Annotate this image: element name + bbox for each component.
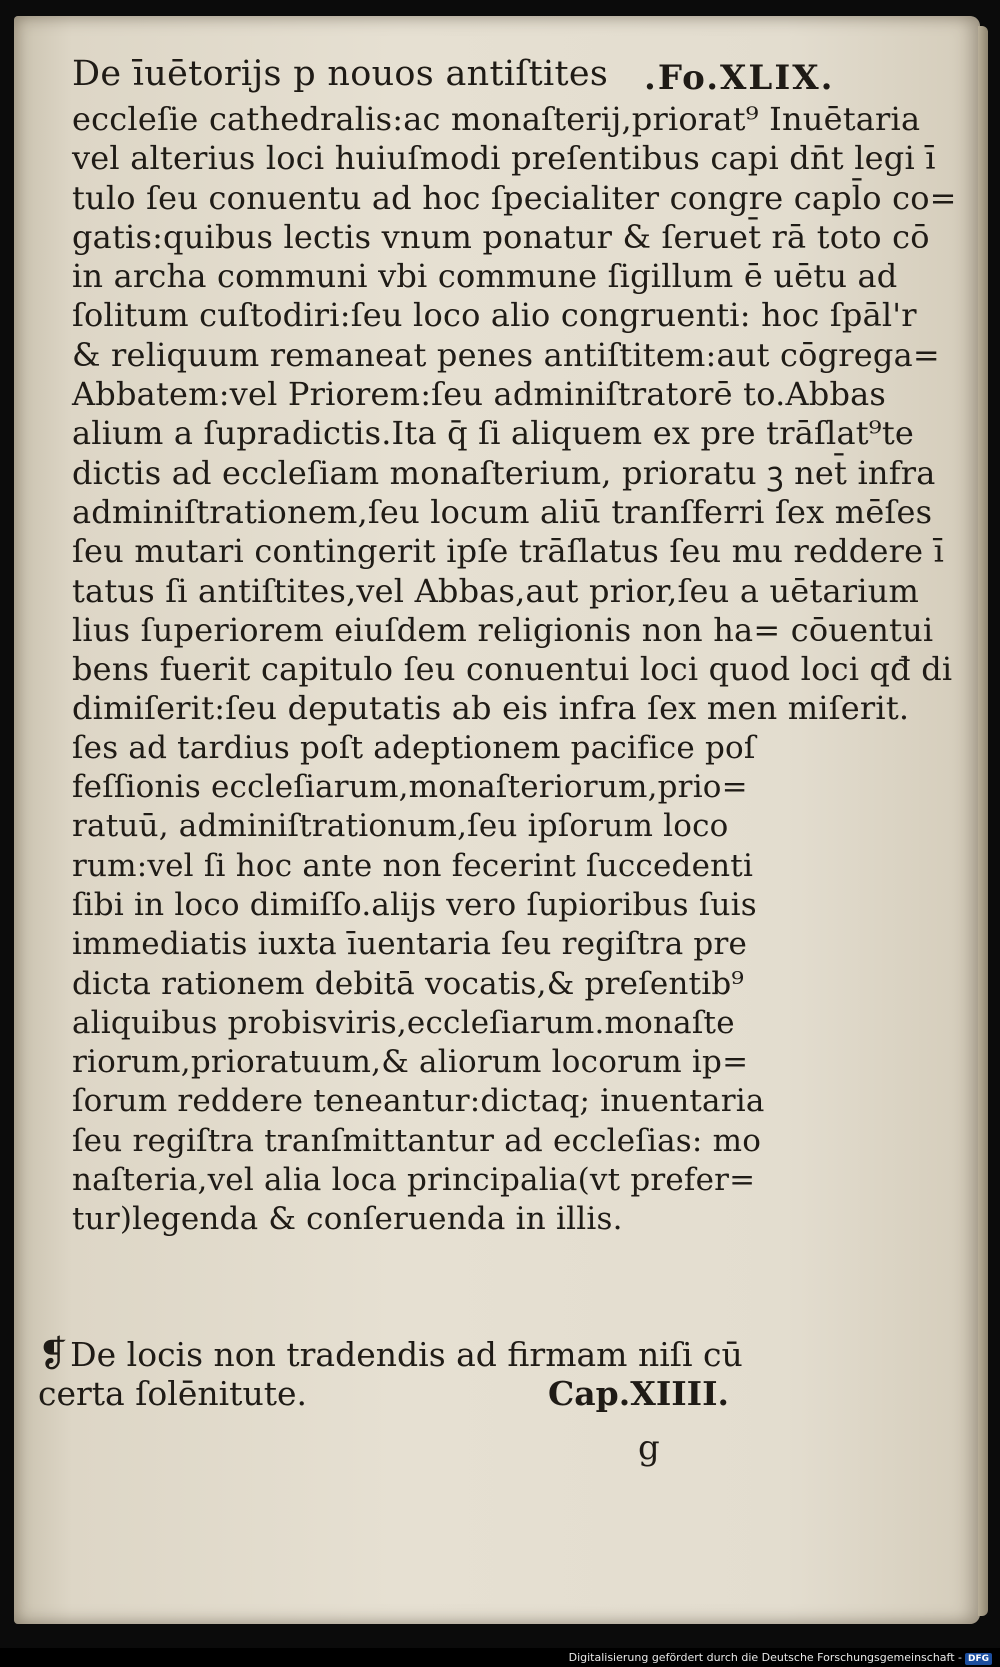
folio-number: .Fo.XLIX.	[644, 58, 835, 98]
text-line: ſorum reddere teneantur:dictaq; inuentaria	[72, 1083, 765, 1120]
text-line: lius ſuperiorem eiuſdem religionis non ha= cōuentui	[72, 610, 934, 649]
text-line: tur)legenda & conſeruenda in illis.	[72, 1201, 623, 1238]
text-line: ſolitum cuſtodiri:ſeu loco alio congruenti: hoc ſpāl'r	[72, 296, 917, 335]
body-text	[72, 100, 972, 1240]
text-line: ſeu regiſtra tranſmittantur ad eccleſias: mo	[72, 1122, 762, 1159]
chapter-heading-text: certa ſolēnitute.	[38, 1374, 307, 1413]
text-line: alium a ſupradictis.Ita q̄ ſi aliquem ex pre trāſlat⁹te	[72, 414, 915, 453]
text-line: ſibi in loco dimiſſo.alijs vero ſupioribus ſuis	[72, 886, 757, 923]
text-line: ſeu mutari contingerit ipſe trāſlatus ſeu mu reddere ī	[72, 532, 945, 571]
text-line: adminiſtrationem,ſeu locum aliū tranſferri ſex mēſes	[72, 492, 933, 531]
page-header	[62, 46, 862, 106]
chapter-heading-line-1	[38, 1334, 778, 1375]
text-line: eccleſie cathedralis:ac monaſterij,priorat⁹ Inuētaria	[72, 100, 921, 138]
book-page	[14, 16, 980, 1624]
running-title: De īuētorijs p nouos antiſtites	[72, 54, 609, 94]
text-line: & reliquum remaneat penes antiſtitem:aut cōgrega=	[72, 335, 940, 374]
text-line: rum:vel ſi hoc ante non fecerint ſuccedenti	[72, 847, 754, 884]
text-line: vel alterius loci huiuſmodi preſentibus capi dn̄t legi ī	[72, 139, 936, 178]
text-line: aliquibus probisviris,eccleſiarum.monaſte	[72, 1004, 735, 1041]
digitization-credit	[569, 1651, 992, 1665]
chapter-heading-text: De locis non tradendis ad firmam niſi cū	[70, 1335, 743, 1374]
text-line: Abbatem:vel Priorem:ſeu adminiſtratorē to.Abbas	[72, 375, 887, 414]
text-line: ſes ad tardius poſt adeptionem pacifice poſ	[72, 729, 756, 766]
text-line: dicta rationem debitā vocatis,& preſentib⁹	[72, 965, 744, 1002]
text-line: ratuū, adminiſtrationum,ſeu ipſorum loco	[72, 808, 729, 845]
text-line: naſteria,vel alia loca principalia(vt prefer=	[72, 1162, 756, 1199]
dfg-logo: DFG	[965, 1653, 992, 1665]
chapter-heading-line-2	[38, 1374, 778, 1413]
text-line: dictis ad eccleſiam monaſterium, prioratu ꝫ net̄ infra	[72, 453, 936, 492]
text-line: gatis:quibus lectis vnum ponatur & ſeruet̄ rā toto cō	[72, 217, 930, 256]
pilcrow-icon: ❡	[38, 1334, 69, 1375]
text-line: immediatis iuxta īuentaria ſeu regiſtra pre	[72, 926, 748, 963]
text-line: riorum,prioratuum,& aliorum locorum ip=	[72, 1044, 749, 1081]
text-line: bens fuerit capitulo ſeu conuentui loci quod loci qđ di	[72, 650, 953, 689]
credit-text: Digitalisierung gefördert durch die Deutsche Forschungsgemeinschaft -	[568, 1651, 962, 1664]
text-line: tatus ſi antiſtites,vel Abbas,aut prior,ſeu a uētarium	[72, 571, 920, 610]
page-edge	[978, 26, 988, 1616]
chapter-number: Cap.XIIII.	[548, 1374, 730, 1413]
text-line: dimiſerit:ſeu deputatis ab eis infra ſex men miſerit.	[72, 689, 910, 728]
text-line: in archa communi vbi commune ſigillum ē uētu ad	[72, 257, 898, 296]
text-line: tulo ſeu conuentu ad hoc ſpecialiter congre capl̄o co=	[72, 178, 957, 217]
text-line: feſſionis eccleſiarum,monaſteriorum,prio=	[72, 769, 748, 806]
signature-mark: g	[638, 1428, 660, 1468]
